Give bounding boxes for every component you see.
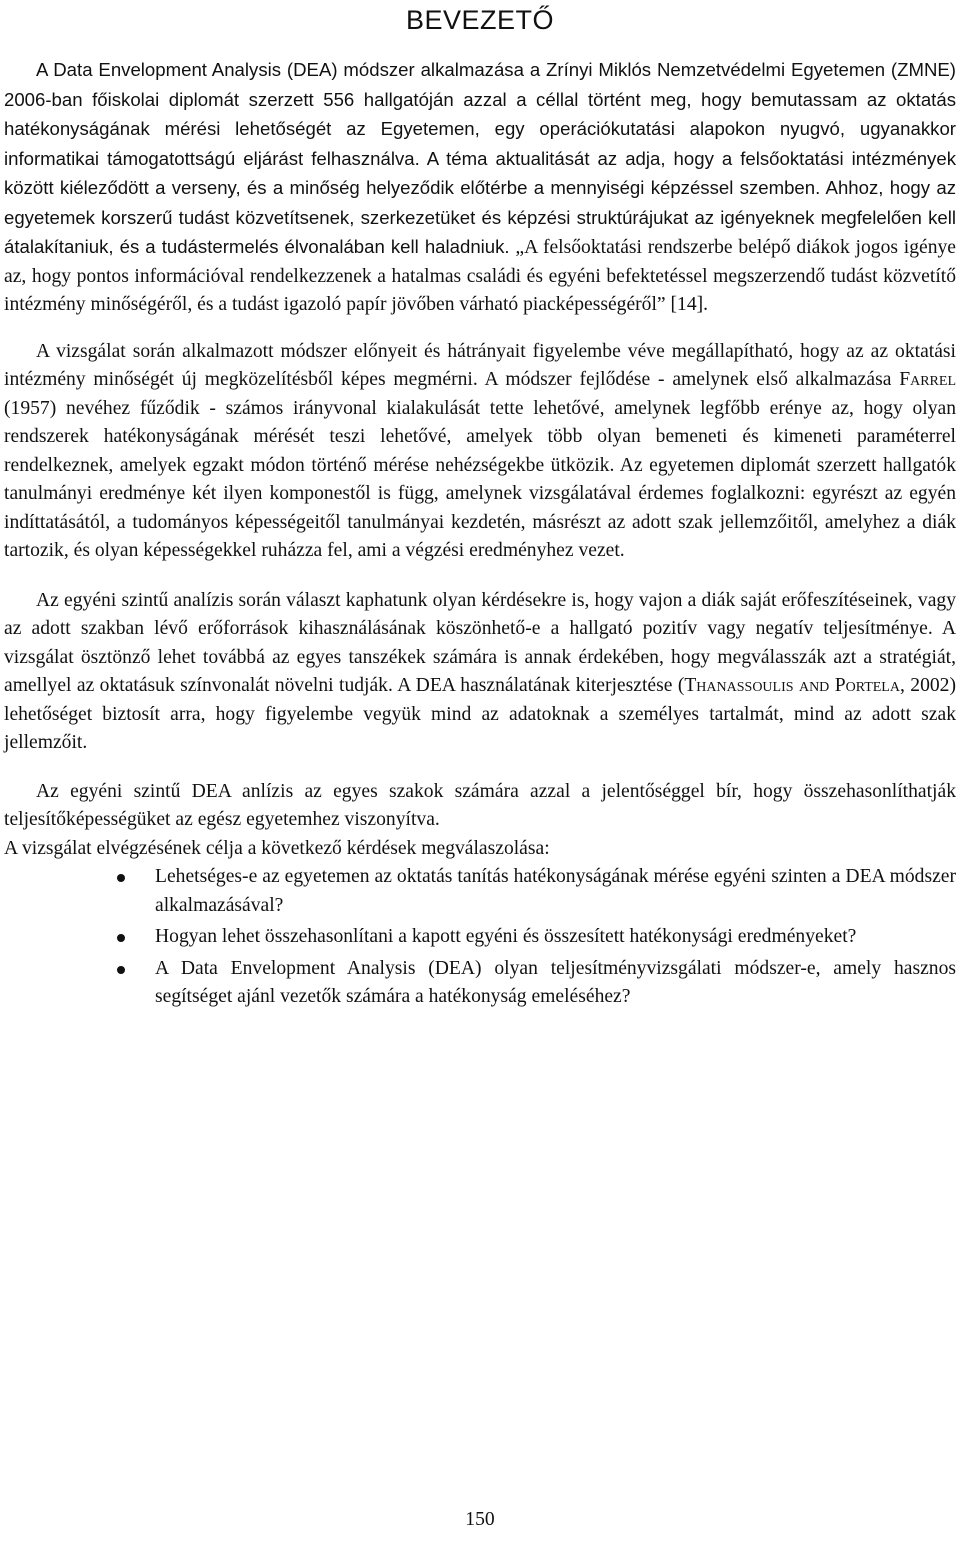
list-item <box>4 955 956 1012</box>
paragraph-method-text-a: A vizsgálat során alkalmazott módszer előnyeit és hátrányait figyelembe véve megállapítható, hogy az az oktatási intézmény minőségét új megközelítésből képes megmérni. A módszer fejlődése - amelynek első alkalmazása <box>4 340 956 390</box>
list-item <box>4 923 956 952</box>
list-item-text: Hogyan lehet összehasonlítani a kapott egyéni és összesített hatékonysági eredményeket? <box>155 926 857 947</box>
paragraph-method <box>4 338 956 566</box>
citation-author-thanassoulis-portela: Thanassoulis and Portela, 2002 <box>684 675 950 696</box>
list-item <box>4 863 956 920</box>
paragraph-method-text-b: (1957) nevéhez fűződik - számos irányvonal kialakulását tette lehetővé, amelynek legfőbb erénye az, hogy olyan rendszerek hatékonyságának mérését teszi lehetővé, amelyek több olyan bemeneti és kimeneti paraméterrel rendelkeznek, amelyek egzakt módon történő mérése nehézségekbe ütközik. Az egyetemen diplomát szerzett hallgatók tanulmányi eredménye két ilyen komponestől is függ, amelynek vizsgálatával érdemes foglalkozni: egyrészt az egyén indíttatásától, a tudományos képességeitől tanulmányai kezdetén, másrészt az adott szak jellemzőitől, amelyhez a diák tartozik, és olyan képességekkel ruházza fel, ami a végzési eredményhez vezet. <box>4 397 956 561</box>
bullet-icon <box>117 966 125 974</box>
paragraph-individual-analysis <box>4 587 956 758</box>
paragraph-comparison: Az egyéni szintű DEA anlízis az egyes szakok számára azzal a jelentőséggel bír, hogy összehasonlíthatják teljesítőképességüket az egész egyetemhez viszonyítva. <box>4 780 956 830</box>
paragraph-intro-quote: „A felsőoktatási rendszerbe belépő diákok jogos igénye az, hogy pontos információval rendelkezzenek a hatalmas családi és egyéni befektetéssel megszerzendő tudást közvetítő intézmény minőségéről, és a tudást igazoló papír jövőben várható piacképességéről” [14]. <box>4 237 956 315</box>
citation-author-farrel: Farrel <box>899 369 956 390</box>
paragraph-individual-text-a: Az egyéni szintű analízis során választ kaphatunk olyan kérdésekre is, hogy vajon a diák saját erőfeszítéseinek, vagy az adott szakban lévő erőforrások kihasználásának köszönhető-e a hallgató pozitív vagy negatív teljesítménye. A vizsgálat ösztönző lehet továbbá az egyes tanszékek számára is annak érdekében, hogy megválasszák azt a stratégiát, amellyel az oktatásuk színvonalát növelni tudják. A DEA használatának kiterjesztése ( <box>4 589 956 696</box>
bullet-icon <box>117 934 125 942</box>
page-title: BEVEZETŐ <box>405 5 555 35</box>
list-item-text: A Data Envelopment Analysis (DEA) olyan teljesítményvizsgálati módszer-e, amely hasznos segítséget ajánl vezetők számára a hatékonyság emeléséhez? <box>155 957 956 1007</box>
page-number: 150 <box>465 1509 495 1530</box>
questions-intro: A vizsgálat elvégzésének célja a következő kérdések megválaszolása: <box>4 837 550 859</box>
paragraph-individual-text-b: ) lehetőséget biztosít arra, hogy figyelembe vegyük mind az adatoknak a személyes tartalmát, mind az adott szak jellemzőit. <box>4 675 956 753</box>
paragraph-intro-sans-text: A Data Envelopment Analysis (DEA) módszer alkalmazása a Zrínyi Miklós Nemzetvédelmi Egyetemen (ZMNE) 2006-ban főiskolai diplomát szerzett 556 hallgatóján azzal a céllal történt meg, hogy bemutassam az oktatás hatékonyságának mérési lehetőségét az Egyetemen, egy operációkutatási alapokon nyugvó, ugyanakkor informatikai támogatottságú eljárást felhasználva. A téma aktualitását az adja, hogy a felsőoktatási intézmények között kiéleződött a verseny, és a minőség helyeződik előtérbe a mennyiségi képzéssel szemben. Ahhoz, hogy az egyetemek korszerű tudást közvetítsenek, szerkezetüket és képzési struktúrájukat az igényeknek megfelelően kell átalakítaniuk, és a tudástermelés élvonalában kell haladniuk. <box>4 59 956 257</box>
bullet-icon <box>117 874 125 882</box>
paragraph-intro <box>4 56 956 320</box>
questions-list <box>4 863 956 1012</box>
list-item-text: Lehetséges-e az egyetemen az oktatás tanítás hatékonyságának mérése egyéni szinten a DEA módszer alkalmazásával? <box>155 866 956 916</box>
